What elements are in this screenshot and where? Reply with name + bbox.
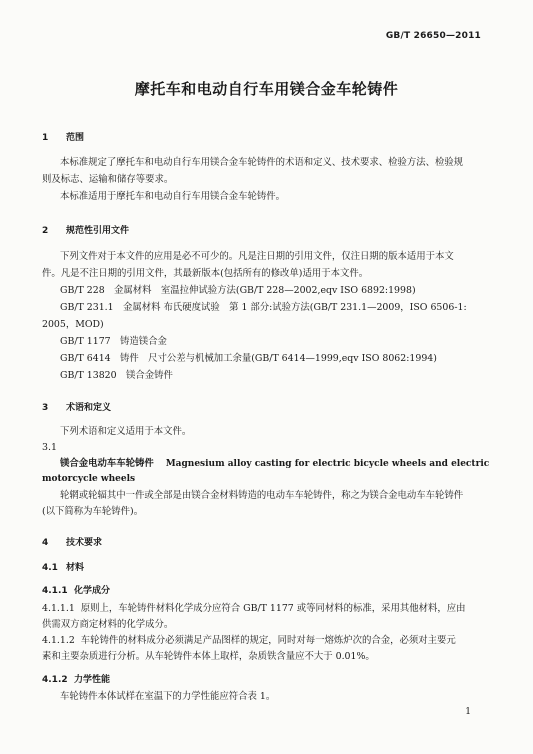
section-2-intro-line-2: 件。凡是不注日期的引用文件，其最新版本(包括所有的修改单)适用于本文件。 (42, 268, 369, 279)
clause-4-1-1-2-line-1: 4.1.1.2 车轮铸件的材料成分必须满足产品图样的规定，同时对每一熔炼炉次的合金，必须对主要元 (42, 635, 456, 646)
clause-4-1-1-1-line-1: 4.1.1.1 原则上，车轮铸件材料化学成分应符合 GB/T 1177 或等同材料的标准，采用其他材料，应由 (42, 603, 466, 614)
term-number: 3.1 (42, 442, 57, 453)
section-1-para-1-line-1: 本标准规定了摩托车和电动自行车用镁合金车轮铸件的术语和定义、技术要求、检验方法、检验规 (60, 157, 464, 168)
section-4-1-2-heading: 4.1.2 力学性能 (42, 675, 111, 685)
term-definition-line-2: (以下简称为车轮铸件)。 (42, 506, 144, 517)
document-title: 摩托车和电动自行车用镁合金车轮铸件 (134, 80, 399, 98)
page-number: 1 (465, 707, 471, 717)
clause-4-1-2-text: 车轮铸件本体试样在室温下的力学性能应符合表 1。 (60, 691, 276, 702)
standard-number: GB/T 26650—2011 (385, 31, 481, 41)
section-3-heading: 3 术语和定义 (42, 403, 112, 413)
clause-4-1-1-1-line-2: 供需双方商定材料的化学成分。 (42, 619, 174, 630)
section-4-heading: 4 技术要求 (42, 538, 103, 548)
section-4-1-1-heading: 4.1.1 化学成分 (42, 586, 111, 596)
reference-gbt-228: GB/T 228 金属材料 室温拉伸试验方法(GB/T 228—2002,eqv ISO 6892:1998) (60, 285, 416, 296)
section-1-heading: 1 范围 (42, 133, 85, 143)
section-1-para-1-line-2: 则及标志、运输和储存等要求。 (42, 174, 174, 185)
reference-gbt-6414: GB/T 6414 铸件 尺寸公差与机械加工余量(GB/T 6414—1999,eqv ISO 8062:1994) (60, 353, 437, 364)
section-4-1-heading: 4.1 材料 (42, 563, 85, 573)
reference-gbt-231-line-2: 2005，MOD) (42, 319, 104, 330)
clause-4-1-1-2-line-2: 素和主要杂质进行分析。从车轮铸件本体上取样，杂质铁含量应不大于 0.01%。 (42, 651, 375, 662)
term-english-line-2: motorcycle wheels (42, 474, 136, 484)
section-1-para-2: 本标准适用于摩托车和电动自行车用镁合金车轮铸件。 (60, 191, 286, 202)
term-heading: 镁合金电动车车轮铸件 Magnesium alloy casting for electric bicycle wheels and electric (60, 458, 490, 469)
reference-gbt-13820: GB/T 13820 镁合金铸件 (60, 370, 173, 381)
section-3-intro: 下列术语和定义适用于本文件。 (60, 426, 192, 437)
reference-gbt-231-line-1: GB/T 231.1 金属材料 布氏硬度试验 第 1 部分:试验方法(GB/T 231.1—2009，ISO 6506-1: (60, 302, 467, 313)
section-2-intro-line-1: 下列文件对于本文件的应用是必不可少的。凡是注日期的引用文件，仅注日期的版本适用于本文 (60, 251, 454, 262)
section-2-heading: 2 规范性引用文件 (42, 226, 130, 236)
term-definition-line-1: 轮辋或轮辐其中一件或全部是由镁合金材料铸造的电动车车轮铸件，称之为镁合金电动车车轮铸件 (60, 490, 464, 501)
reference-gbt-1177: GB/T 1177 铸造镁合金 (60, 336, 167, 347)
